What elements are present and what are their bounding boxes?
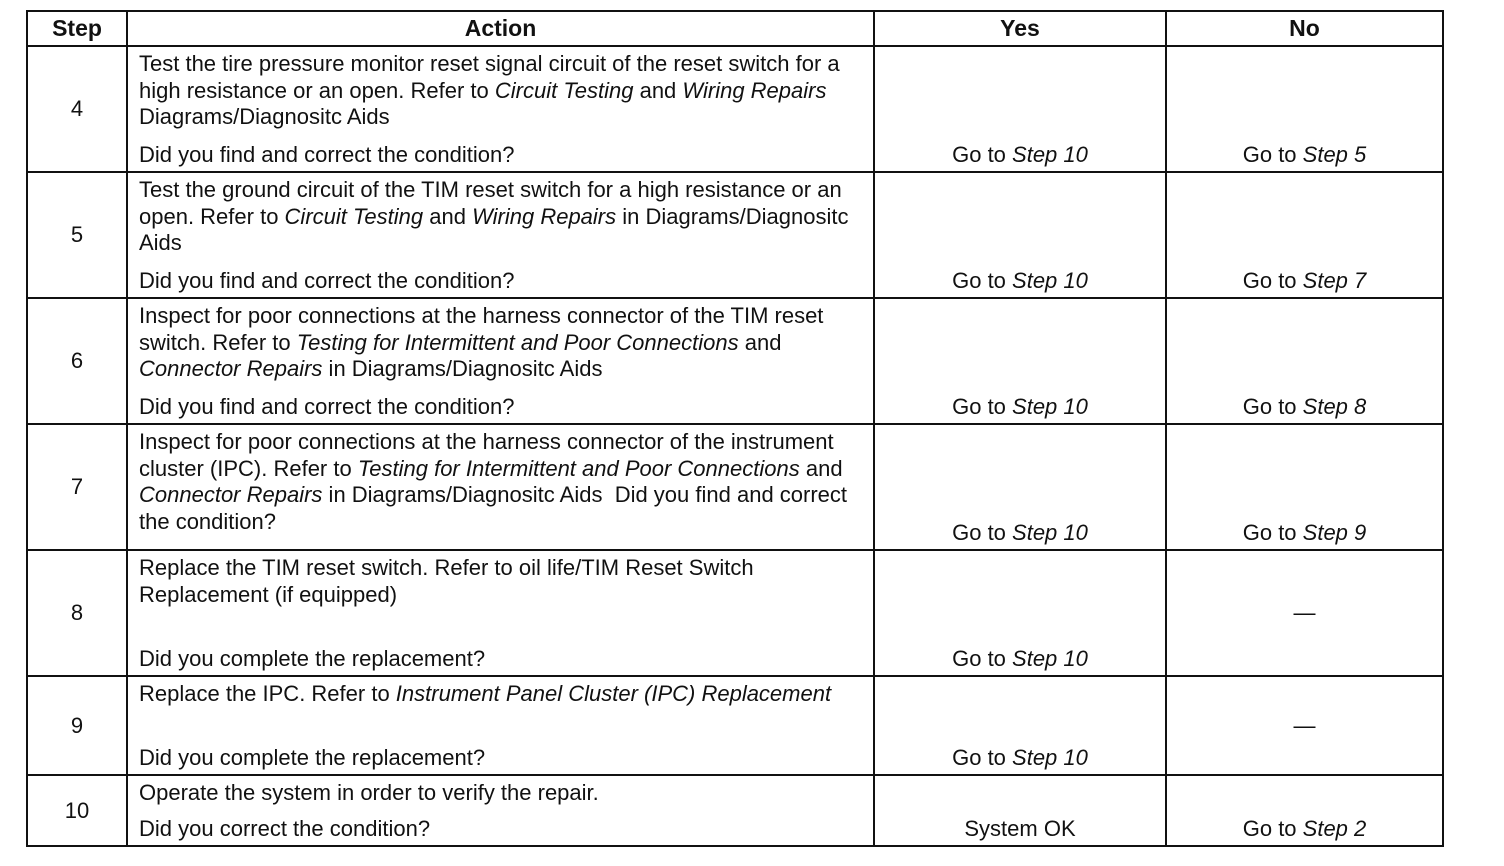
yes-cell: System OK bbox=[874, 775, 1166, 846]
action-question: Did you complete the replacement? bbox=[139, 645, 486, 671]
no-cell: Go to Step 9 bbox=[1166, 424, 1443, 550]
table-row bbox=[27, 298, 1443, 424]
step-number: 6 bbox=[27, 298, 127, 424]
header-action: Action bbox=[127, 11, 874, 46]
table-row bbox=[27, 46, 1443, 172]
table-row bbox=[27, 424, 1443, 550]
action-question: Did you find and correct the condition? bbox=[139, 482, 848, 534]
action-cell bbox=[127, 676, 874, 775]
action-cell bbox=[127, 775, 874, 846]
yes-cell: Go to Step 10 bbox=[874, 298, 1166, 424]
header-yes: Yes bbox=[874, 11, 1166, 46]
action-cell bbox=[127, 46, 874, 172]
yes-cell: Go to Step 10 bbox=[874, 550, 1166, 676]
action-cell bbox=[127, 550, 874, 676]
yes-cell: Go to Step 10 bbox=[874, 172, 1166, 298]
step-number: 7 bbox=[27, 424, 127, 550]
step-number: 4 bbox=[27, 46, 127, 172]
header-step: Step bbox=[27, 11, 127, 46]
action-question: Did you find and correct the condition? bbox=[139, 393, 515, 419]
action-text: Replace the IPC. Refer to Instrument Panel Cluster (IPC) Replacement bbox=[139, 681, 832, 706]
no-cell: — bbox=[1166, 676, 1443, 775]
action-question: Did you correct the condition? bbox=[139, 815, 431, 841]
step-number: 10 bbox=[27, 775, 127, 846]
action-text: Operate the system in order to verify the repair. bbox=[139, 780, 599, 805]
action-cell bbox=[127, 172, 874, 298]
no-cell: Go to Step 8 bbox=[1166, 298, 1443, 424]
table-row bbox=[27, 676, 1443, 775]
no-cell: Go to Step 5 bbox=[1166, 46, 1443, 172]
action-question: Did you find and correct the condition? bbox=[139, 267, 515, 293]
no-cell: Go to Step 7 bbox=[1166, 172, 1443, 298]
action-question: Did you complete the replacement? bbox=[139, 744, 486, 770]
action-text: Test the tire pressure monitor reset signal circuit of the reset switch for a high resistance or an open. Refer to Circuit Testing and Wiring Repairs Diagrams/Diagnositc Aids bbox=[139, 51, 840, 129]
no-cell: Go to Step 2 bbox=[1166, 775, 1443, 846]
action-text: Inspect for poor connections at the harness connector of the TIM reset switch. Refer to Testing for Intermittent and Poor Connections and Connector Repairs in Diagrams/Diagnositc Aids bbox=[139, 303, 824, 381]
header-no: No bbox=[1166, 11, 1443, 46]
yes-cell: Go to Step 10 bbox=[874, 424, 1166, 550]
step-number: 8 bbox=[27, 550, 127, 676]
table-row bbox=[27, 775, 1443, 846]
step-number: 5 bbox=[27, 172, 127, 298]
yes-cell: Go to Step 10 bbox=[874, 46, 1166, 172]
yes-cell: Go to Step 10 bbox=[874, 676, 1166, 775]
action-text: Inspect for poor connections at the harness connector of the instrument cluster (IPC). Refer to Testing for Intermittent and Poor Connections and Connector Repairs in Diagrams/Diagnositc Aids Did you find and correct the condition? bbox=[139, 429, 848, 534]
action-cell bbox=[127, 424, 874, 550]
action-cell bbox=[127, 298, 874, 424]
action-text: Test the ground circuit of the TIM reset switch for a high resistance or an open. Refer to Circuit Testing and Wiring Repairs in Diagrams/Diagnositc Aids bbox=[139, 177, 849, 255]
action-text: Replace the TIM reset switch. Refer to oil life/TIM Reset Switch Replacement (if equipped) bbox=[139, 555, 754, 607]
action-question: Did you find and correct the condition? bbox=[139, 141, 515, 167]
diagnostic-table bbox=[26, 10, 1444, 847]
no-cell: — bbox=[1166, 550, 1443, 676]
table-row bbox=[27, 172, 1443, 298]
table-row bbox=[27, 550, 1443, 676]
header-row bbox=[27, 11, 1443, 46]
step-number: 9 bbox=[27, 676, 127, 775]
